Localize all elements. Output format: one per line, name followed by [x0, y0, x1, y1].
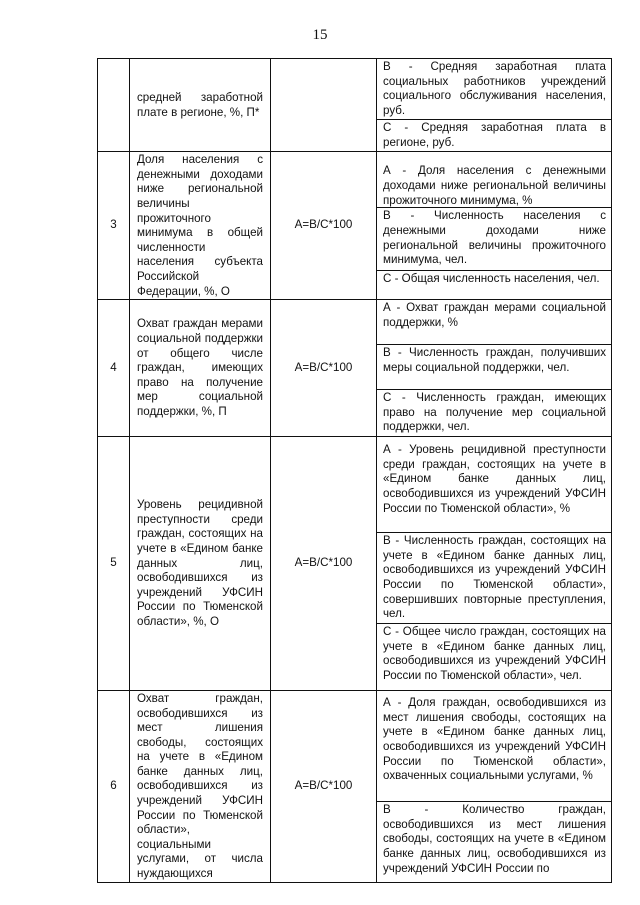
table-row	[98, 300, 612, 437]
row-number: 6	[98, 690, 130, 882]
table-row	[98, 152, 612, 300]
variable-description: В - Численность граждан, состоящих на учете в «Едином банке данных лиц, освободившихся из учреждений УФСИН России по Тюменской области», совершивших повторные преступления, чел.	[377, 532, 611, 623]
indicator-name: Охват граждан, освободившихся из мест лишения свободы, состоящих на учете в «Едином банке данных лиц, освободившихся из учреждений УФСИН России по Тюменской области», социальными услугами, от числа нуждающихся	[137, 691, 263, 881]
formula: А=В/С*100	[271, 300, 377, 437]
variable-description: А - Уровень рецидивной преступности среди граждан, состоящих на учете в «Едином банке данных лиц, освободившихся из учреждений УФСИН России по Тюменской области», %	[383, 443, 606, 515]
page-number: 15	[312, 27, 328, 43]
row-number: 5	[98, 436, 130, 690]
variable-description: В - Средняя заработная плата социальных работников учреждений социального обслуживания населения, руб.	[383, 60, 606, 117]
variable-description: В - Численность граждан, получивших меры социальной поддержки, чел.	[377, 344, 611, 389]
indicators-table	[97, 58, 612, 883]
variable-description: В - Количество граждан, освободившихся из мест лишения свободы, состоящих на учете в «Едином банке данных лиц, освободившихся из учреждений УФСИН России по	[377, 801, 611, 877]
formula: А=В/С*100	[271, 690, 377, 882]
variable-description: С - Средняя заработная плата в регионе, руб.	[377, 119, 611, 151]
variable-description: С - Численность граждан, имеющих право на получение мер социальной поддержки, чел.	[377, 389, 611, 436]
indicator-name: средней заработной плате в регионе, %, П*	[137, 91, 263, 119]
formula	[271, 59, 377, 152]
indicator-name: Уровень рецидивной преступности среди граждан, состоящих на учете в «Едином банке данных лиц, освободившихся из учреждений УФСИН России по Тюменской области», %, О	[137, 498, 263, 628]
formula: А=В/С*100	[271, 152, 377, 300]
indicator-name: Доля населения с денежными доходами ниже региональной величины прожиточного минимума в общей численности населения субъекта Российской Федерации, %, О	[137, 153, 263, 298]
row-number: 3	[98, 152, 130, 300]
variable-description: А - Доля населения с денежными доходами ниже региональной величины прожиточного минимума, %	[383, 164, 606, 207]
indicator-name: Охват граждан мерами социальной поддержки от общего числе граждан, имеющих право на получение мер социальной поддержки, %, П	[137, 317, 263, 418]
table-row	[98, 59, 612, 152]
variable-description: А - Доля граждан, освободившихся из мест лишения свободы, состоящих на учете в «Едином банке данных лиц, освободившихся из учреждений УФСИН России по Тюменской области», охваченных социальными услугами, %	[383, 696, 606, 783]
variable-description: С - Общее число граждан, состоящих на учете в «Едином банке данных лиц, освободившихся из учреждений УФСИН России по Тюменской области», чел.	[377, 623, 611, 684]
row-number: 4	[98, 300, 130, 437]
table-row	[98, 436, 612, 690]
formula: А=В/С*100	[271, 436, 377, 690]
variable-description: А - Охват граждан мерами социальной поддержки, %	[383, 301, 606, 329]
table-row	[98, 690, 612, 882]
variable-description: С - Общая численность населения, чел.	[377, 270, 611, 288]
row-number	[98, 59, 130, 152]
variable-description: В - Численность населения с денежными доходами ниже региональной величины прожиточного минимума, чел.	[377, 207, 611, 270]
